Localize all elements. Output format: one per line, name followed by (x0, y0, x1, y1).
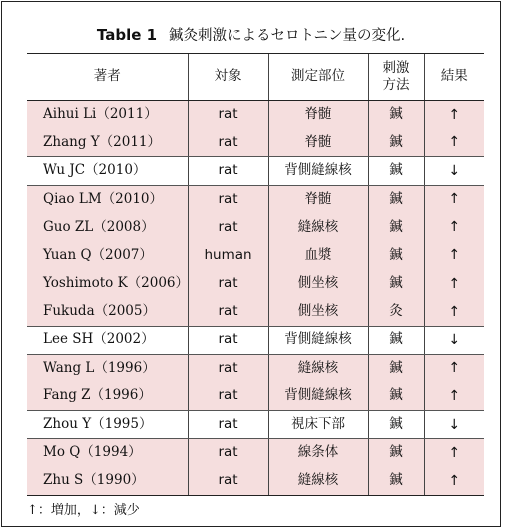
method-cell: 鍼 (368, 467, 424, 495)
method-cell: 鍼 (368, 270, 424, 298)
table-row (27, 241, 484, 269)
subject-cell: rat (188, 354, 268, 382)
method-cell: 鍼 (368, 185, 424, 213)
table-row (27, 354, 484, 382)
site-cell: 背側縫線核 (268, 382, 368, 410)
table-row (27, 467, 484, 495)
method-cell: 鍼 (368, 129, 424, 157)
result-cell: ↑ (424, 241, 484, 269)
subject-cell: rat (188, 326, 268, 354)
footnote: ↑：増加，↓：減少 (27, 503, 140, 518)
subject-cell: rat (188, 157, 268, 185)
subject-cell: rat (188, 129, 268, 157)
author-cell: Zhu S（1990） (27, 467, 188, 495)
method-cell: 鍼 (368, 157, 424, 185)
method-cell: 鍼 (368, 326, 424, 354)
table-row (27, 270, 484, 298)
site-cell: 脊髄 (268, 185, 368, 213)
subject-cell: rat (188, 439, 268, 467)
result-cell: ↑ (424, 467, 484, 495)
author-cell: Yoshimoto K（2006） (27, 270, 188, 298)
result-cell: ↑ (424, 101, 484, 129)
site-cell: 脊髄 (268, 129, 368, 157)
header-result: 結果 (424, 54, 484, 101)
author-cell: Aihui Li（2011） (27, 101, 188, 129)
result-cell: ↑ (424, 213, 484, 241)
method-cell: 鍼 (368, 213, 424, 241)
subject-cell: rat (188, 270, 268, 298)
author-cell: Lee SH（2002） (27, 326, 188, 354)
table-row (27, 411, 484, 439)
site-cell: 側坐核 (268, 298, 368, 326)
header-author: 著者 (27, 54, 188, 101)
result-cell: ↓ (424, 411, 484, 439)
result-cell: ↑ (424, 270, 484, 298)
table-row (27, 129, 484, 157)
author-cell: Wu JC（2010） (27, 157, 188, 185)
site-cell: 血漿 (268, 241, 368, 269)
result-cell: ↓ (424, 326, 484, 354)
table-row (27, 101, 484, 129)
table-row (27, 439, 484, 467)
site-cell: 縫線核 (268, 467, 368, 495)
method-cell: 鍼 (368, 101, 424, 129)
table-number: Table 1 (96, 26, 158, 44)
result-cell: ↑ (424, 129, 484, 157)
subject-cell: rat (188, 101, 268, 129)
table-title (2, 24, 500, 45)
author-cell: Guo ZL（2008） (27, 213, 188, 241)
site-cell: 視床下部 (268, 411, 368, 439)
header-row (27, 54, 484, 101)
subject-cell: rat (188, 411, 268, 439)
table-caption: 鍼灸刺激によるセロトニン量の変化. (169, 28, 406, 44)
author-cell: Wang L（1996） (27, 354, 188, 382)
site-cell: 背側縫線核 (268, 157, 368, 185)
site-cell: 縫線核 (268, 213, 368, 241)
site-cell: 脊髄 (268, 101, 368, 129)
method-cell: 鍼 (368, 354, 424, 382)
author-cell: Fang Z（1996） (27, 382, 188, 410)
result-cell: ↑ (424, 354, 484, 382)
method-cell: 鍼 (368, 382, 424, 410)
result-cell: ↓ (424, 157, 484, 185)
subject-cell: human (188, 241, 268, 269)
author-cell: Zhou Y（1995） (27, 411, 188, 439)
method-cell: 灸 (368, 298, 424, 326)
author-cell: Yuan Q（2007） (27, 241, 188, 269)
subject-cell: rat (188, 382, 268, 410)
site-cell: 背側縫線核 (268, 326, 368, 354)
result-cell: ↑ (424, 382, 484, 410)
site-cell: 線条体 (268, 439, 368, 467)
result-cell: ↑ (424, 298, 484, 326)
subject-cell: rat (188, 213, 268, 241)
table-row (27, 157, 484, 185)
header-subject: 対象 (188, 54, 268, 101)
table-row (27, 298, 484, 326)
header-method: 刺激 方法 (368, 54, 424, 101)
method-cell: 鍼 (368, 241, 424, 269)
table-body (27, 101, 484, 496)
subject-cell: rat (188, 467, 268, 495)
method-cell: 鍼 (368, 439, 424, 467)
table-row (27, 213, 484, 241)
table-row (27, 382, 484, 410)
header-site: 測定部位 (268, 54, 368, 101)
author-cell: Qiao LM（2010） (27, 185, 188, 213)
table-row (27, 326, 484, 354)
author-cell: Zhang Y（2011） (27, 129, 188, 157)
document-frame (1, 1, 501, 527)
site-cell: 側坐核 (268, 270, 368, 298)
site-cell: 縫線核 (268, 354, 368, 382)
subject-cell: rat (188, 298, 268, 326)
result-cell: ↑ (424, 185, 484, 213)
method-cell: 鍼 (368, 411, 424, 439)
table-row (27, 185, 484, 213)
serotonin-table (27, 53, 484, 496)
author-cell: Fukuda（2005） (27, 298, 188, 326)
subject-cell: rat (188, 185, 268, 213)
author-cell: Mo Q（1994） (27, 439, 188, 467)
result-cell: ↑ (424, 439, 484, 467)
